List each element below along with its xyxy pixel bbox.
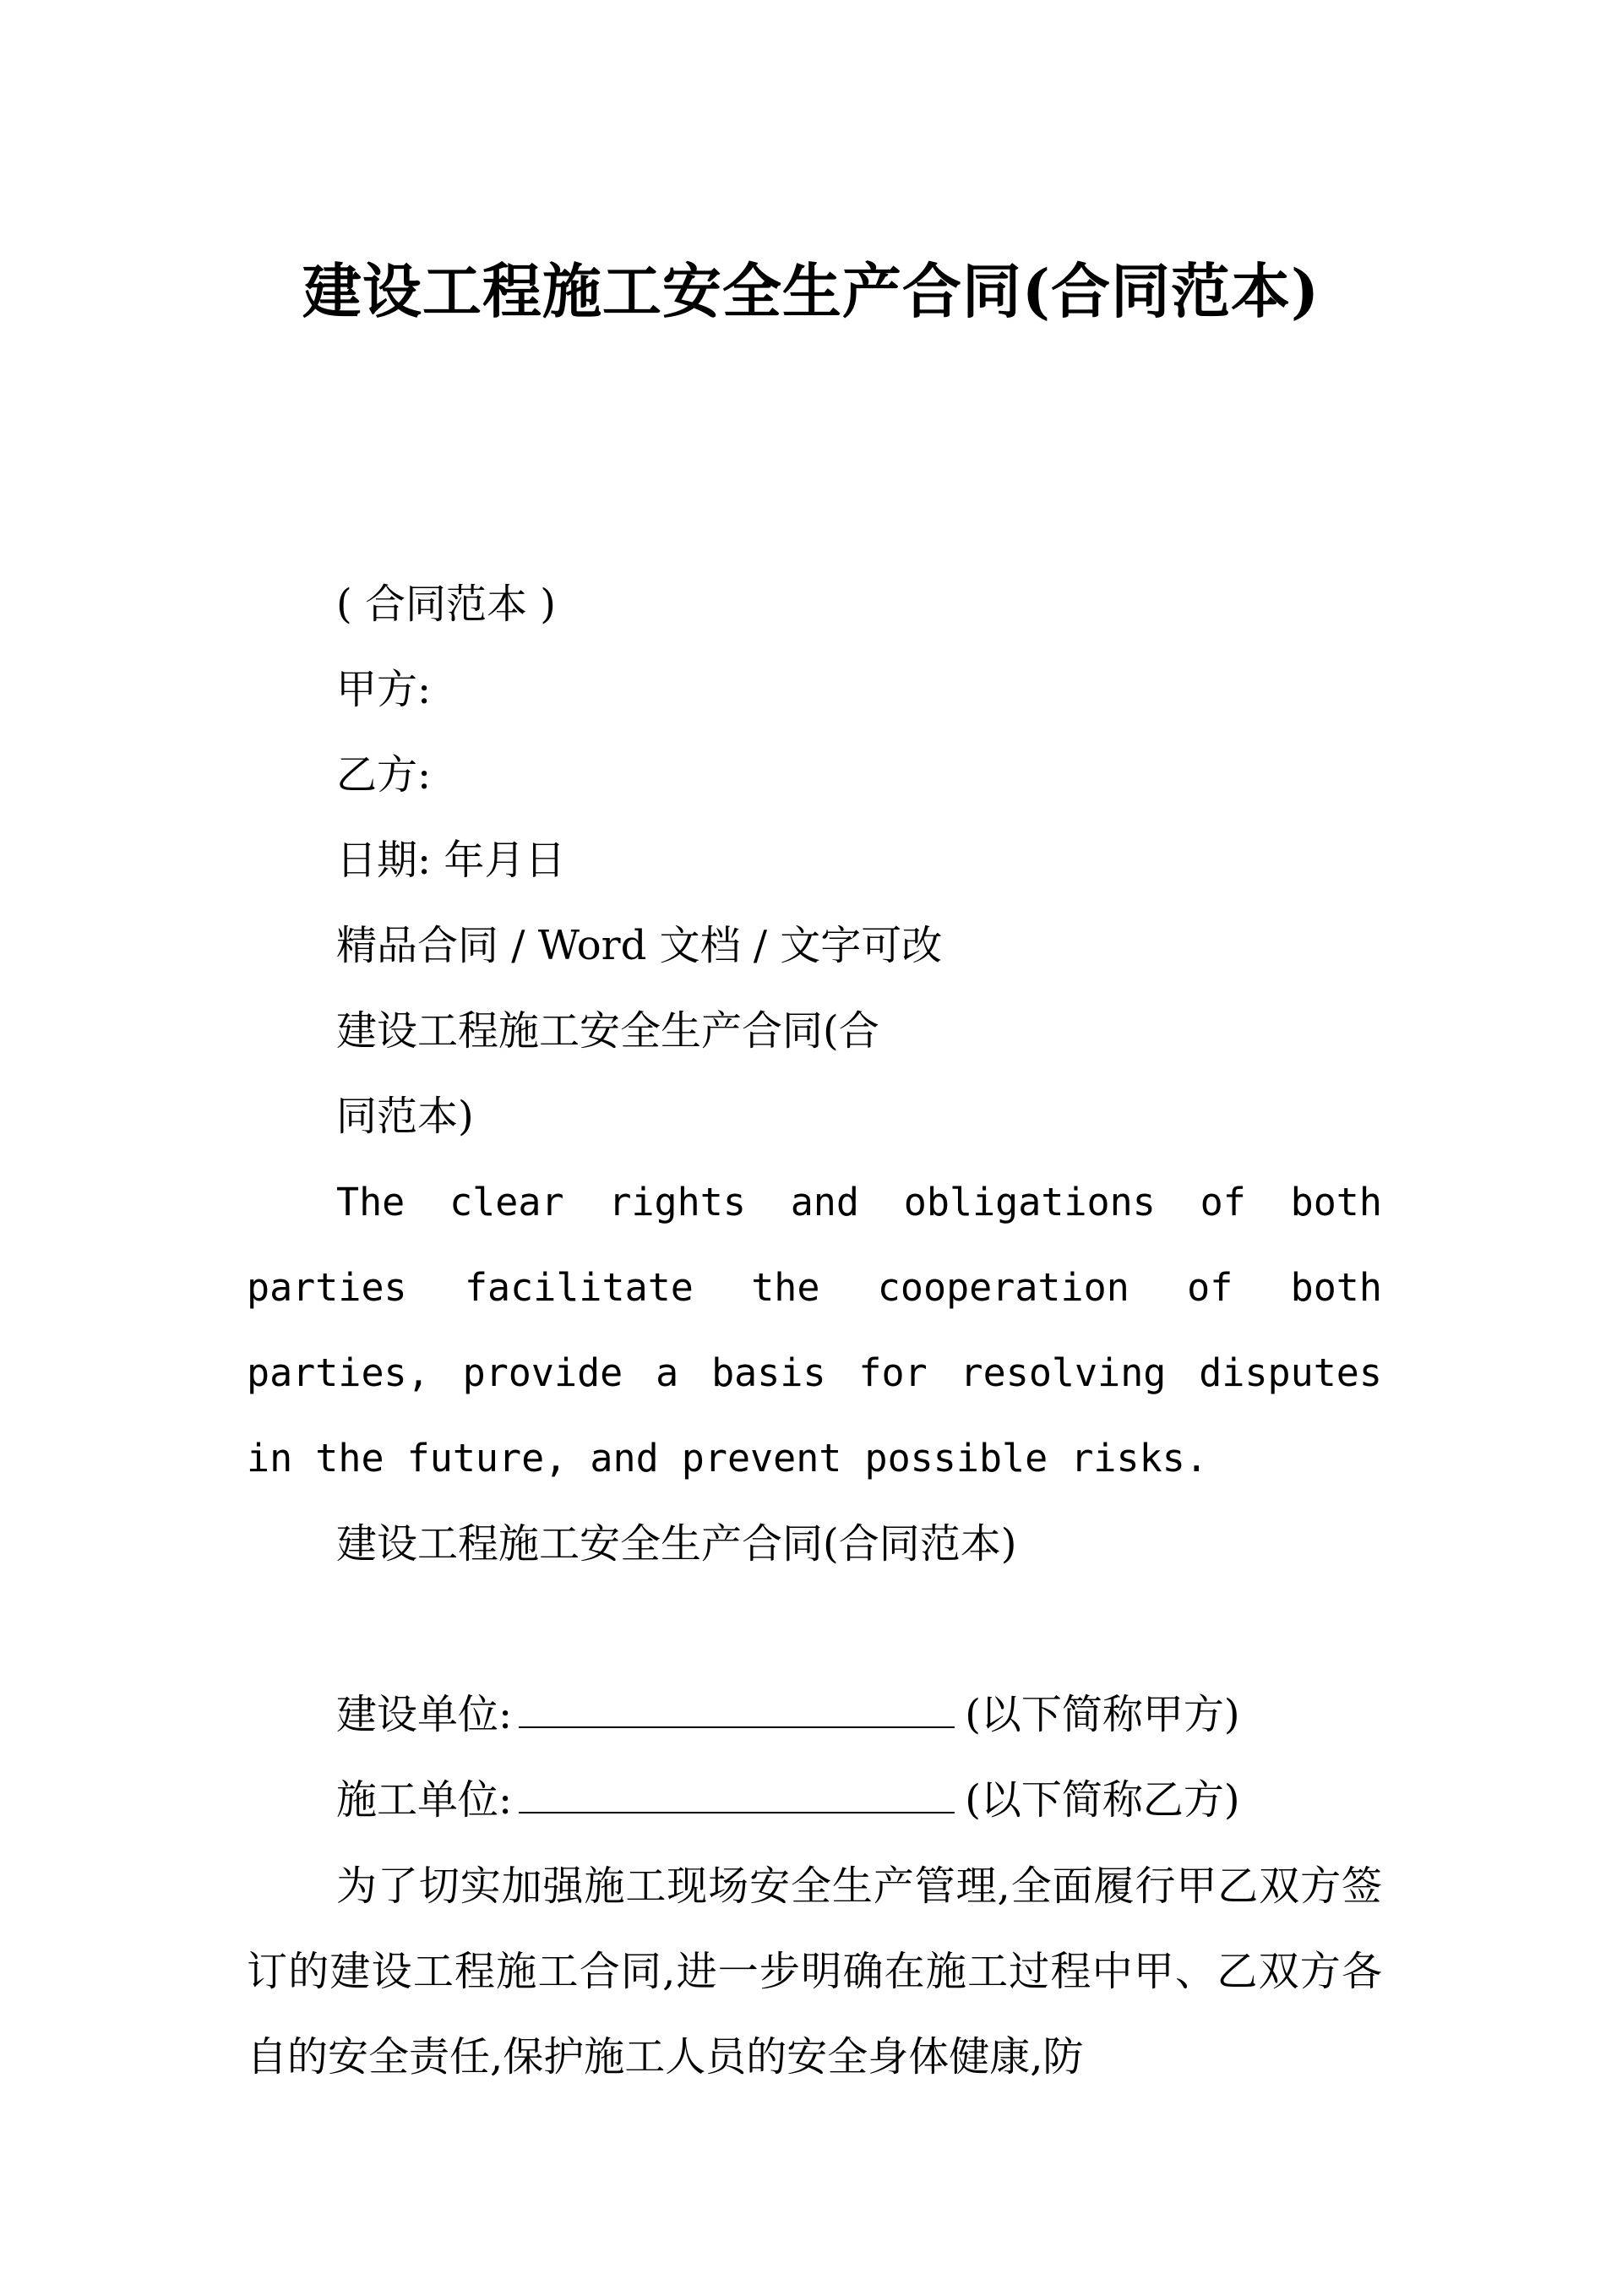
field-construction-unit	[336, 1685, 1240, 1744]
body-paragraph: 为了切实加强施工现场安全生产管理,全面履行甲乙双方签订的建设工程施工合同,进一步明确在施工过程中甲、乙双方各自的安全责任,保护施工人员的安全身体健康,防	[247, 1862, 1382, 2081]
document-title: 建设工程施工安全生产合同(合同范本)	[302, 256, 1320, 326]
field-blank-line[interactable]	[519, 1689, 955, 1728]
field-suffix: (以下简称甲方)	[965, 1691, 1240, 1738]
header-line-date: 日期: 年月日	[336, 837, 566, 884]
header-line-title-part1: 建设工程施工安全生产合同(合	[336, 1007, 879, 1055]
field-blank-line[interactable]	[519, 1775, 955, 1813]
header-line-format: 精品合同 / Word 文档 / 文字可改	[336, 922, 943, 969]
document-subtitle: 建设工程施工安全生产合同(合同范本)	[336, 1520, 1017, 1568]
intro-paragraph-en: The clear rights and obligations of both parties facilitate the cooperation of both parties, provide a basis for resolving disputes in the future, and prevent possible risks.	[247, 1180, 1382, 1481]
field-label: 建设单位:	[336, 1691, 513, 1738]
header-line-party-a: 甲方:	[336, 666, 432, 713]
field-label: 施工单位:	[336, 1776, 513, 1824]
field-contractor-unit	[336, 1770, 1240, 1830]
field-suffix: (以下简称乙方)	[965, 1776, 1240, 1824]
header-line-title-part2: 同范本)	[336, 1093, 474, 1140]
header-line-party-b: 乙方:	[336, 751, 432, 799]
header-line-template: ( 合同范本 )	[336, 581, 556, 628]
